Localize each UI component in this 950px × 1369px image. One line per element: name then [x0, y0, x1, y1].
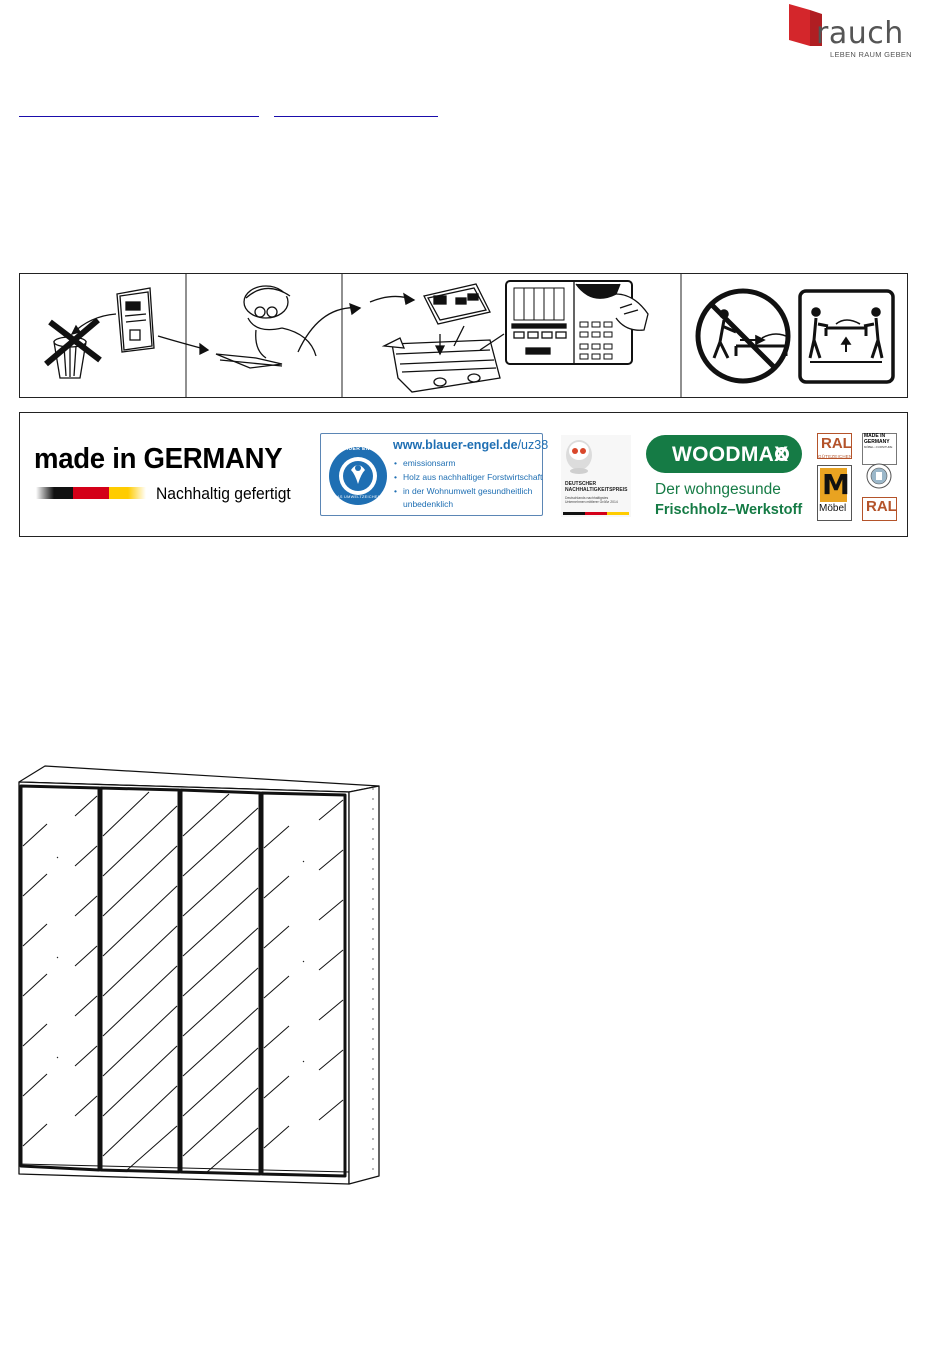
blauer-engel-seal-top: BLAUER ENGEL	[337, 446, 382, 452]
wardrobe-illustration	[17, 762, 383, 1202]
ral-mark: RAL	[821, 435, 852, 452]
brand-tagline: LEBEN RAUM GEBEN	[830, 50, 912, 59]
woodmax-line1: Der wohngesunde	[655, 481, 781, 498]
moebel-label: Möbel	[819, 503, 847, 514]
pictogram-strip	[20, 274, 907, 397]
header-link-1[interactable]	[19, 100, 259, 117]
germany-flag-gradient	[36, 487, 146, 499]
blauer-engel-item: in der Wohnumwelt gesundheitlich	[403, 486, 533, 496]
blauer-engel-seal-bottom: DAS UMWELTZEICHEN	[334, 495, 381, 499]
ral-label: GÜTEZEICHEN	[818, 454, 853, 459]
ral-mark-secondary: RAL	[866, 498, 897, 515]
made-in-germany-seal-title: MADE IN GERMANY	[864, 433, 890, 445]
brand-logo	[786, 2, 910, 60]
nachhaltigkeitspreis-title: DEUTSCHER NACHHALTIGKEITSPREIS	[565, 481, 628, 493]
made-in-germany-seal-subtitle: MÖBEL • FURNITURE	[864, 445, 893, 449]
brand-name: rauch	[816, 16, 904, 51]
moebel-letter: M	[822, 468, 850, 501]
germany-flag-stripe	[563, 512, 629, 515]
blauer-engel-item: emissionsarm	[403, 458, 456, 468]
woodmax-title: WOODMAX	[672, 443, 789, 466]
made-in-germany-subtitle: Nachhaltig gefertigt	[156, 484, 291, 503]
blauer-engel-label: BLAUER ENGEL DAS UMWELTZEICHEN www.blauer-engel.de/uz38 • emissionsarm • Holz aus nachhaltiger Forstwirtschaft • in der Wohnumwelt gesundheitlich unbedenklich	[320, 433, 543, 516]
handling-pictograms	[19, 273, 908, 398]
quality-seal-icon	[866, 463, 892, 489]
blauer-engel-item: Holz aus nachhaltiger Forstwirtschaft	[403, 472, 543, 482]
pictogram-do-not-discard	[46, 288, 154, 378]
nachhaltigkeitspreis-subtitle: Deutschlands nachhaltigstes Unternehmen mittlerer Größe 2014	[565, 496, 618, 504]
pictogram-lift-two-people	[800, 291, 893, 382]
pictogram-read-instructions	[158, 286, 360, 368]
certification-strip	[19, 412, 908, 537]
made-in-germany-title: made in GERMANY	[34, 443, 283, 475]
award-trophy-icon	[564, 437, 594, 477]
blauer-engel-item: unbedenklich	[403, 499, 454, 509]
pictogram-file-instructions	[370, 281, 648, 392]
header-link-2[interactable]	[274, 100, 438, 117]
woodmax-line2: Frischholz–Werkstoff	[655, 502, 803, 518]
nachhaltigkeitspreis-label	[561, 435, 631, 517]
blauer-engel-url: www.blauer-engel.de/uz38	[393, 438, 549, 452]
pictogram-do-not-push	[698, 291, 790, 381]
